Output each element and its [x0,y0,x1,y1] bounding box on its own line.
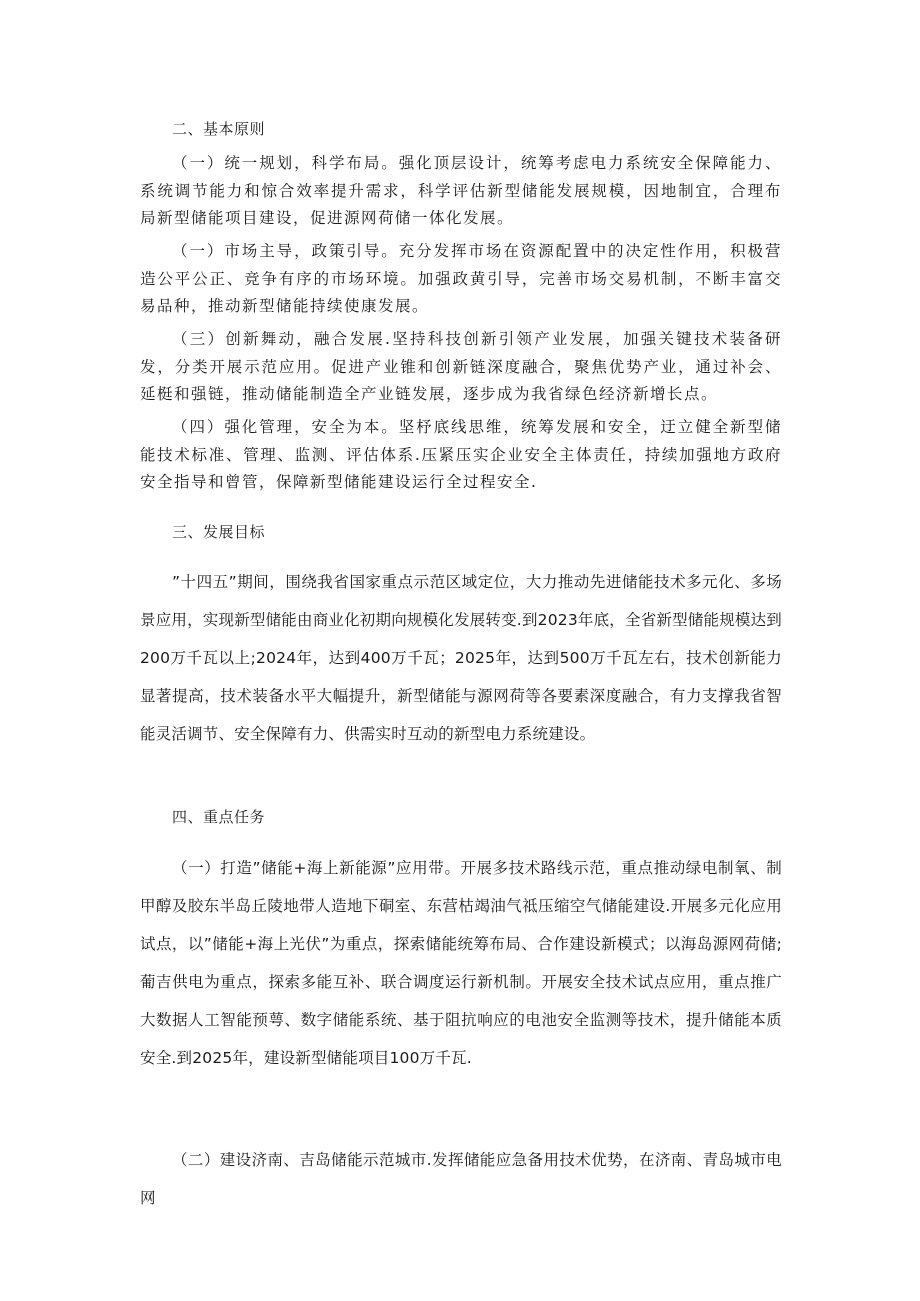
task-paragraph-1: （一）打造”储能+海上新能源”应用带。开展多技术路线示范，重点推动绿电制氧、制甲醇及胶东半岛丘陵地带人造地下硐室、东营枯竭油气祗压缩空气储能建设.开展多元化应用试点，以”储能+海上光伏”为重点，探索储能统筹布局、合作建设新模式；以海岛源网荷储;葡吉供电为重点，探索多能互补、联合调度运行新机制。开展安全技术试点应用，重点推广大数据人工智能预萼、数字储能系统、基于阻抗响应的电池安全监测等技术，提升储能本质安全.到2025年，建设新型储能项目100万千瓦. [140,859,782,1067]
section-heading-principles: 二、基本原则 [172,120,266,138]
principle-paragraph-4: （四）强化管理，安全为本。坚杼底线思维，统筹发展和安全，迂立健全新型储能技术标准、管理、监测、评估体系.压紧压实企业安全主体责任，持续加强地方政府安全指导和曾管，保障新型储能建设运行全过程安全. [140,418,782,491]
principle-paragraph-3: （三）创新舞动，融合发展.坚持科技创新引领产业发展，加强关键技术装备研发，分类开展示范应用。促进产业锥和创新链深度融合，聚焦优势产业，通过补会、延梃和强链，推动储能制造全产业链发展，逐步成为我省绿色经济新增长点。 [140,330,782,403]
task-paragraph-2: （二）建设济南、吉岛储能示范城市.发挥储能应急备用技术优势，在济南、青岛城市电网 [140,1151,782,1207]
goals-paragraph: ”十四五”期间，围绕我省国家重点示范区域定位，大力推动先进储能技术多元化、多场景应用，实现新型储能由商业化初期向规模化发展转变.到2023年底，全省新型储能规模达到200万千瓦以上;2024年，达到400万千瓦；2025年，达到500万千瓦左右，技术创新能力显著提高，技术装备水平大幅提升，新型储能与源网荷等各要素深度融合，有力支撑我省智能灵活调节、安全保障有力、供需实时互动的新型电力系统建设。 [140,573,782,743]
section-heading-goals: 三、发展目标 [172,523,266,541]
principle-paragraph-1: （一）统一规划，科学布局。强化顶层设计，统筹考虑电力系统安全保障能力、系统调节能力和惊合效率提升需求，科学评估新型储能发展规模，因地制宜，合理布局新型储能项目建设，促进源网荷储一体化发展。 [140,154,782,227]
section-heading-key-tasks: 四、重点任务 [172,808,266,826]
principle-paragraph-2: （一）市场主导，政策引导。充分发挥市场在资源配置中的决定性作用，积极营造公平公正、竞争有序的市场环境。加强政黄引导，完善市场交易机制，不断丰富交易品种，推动新型储能持续使康发展。 [140,242,782,315]
